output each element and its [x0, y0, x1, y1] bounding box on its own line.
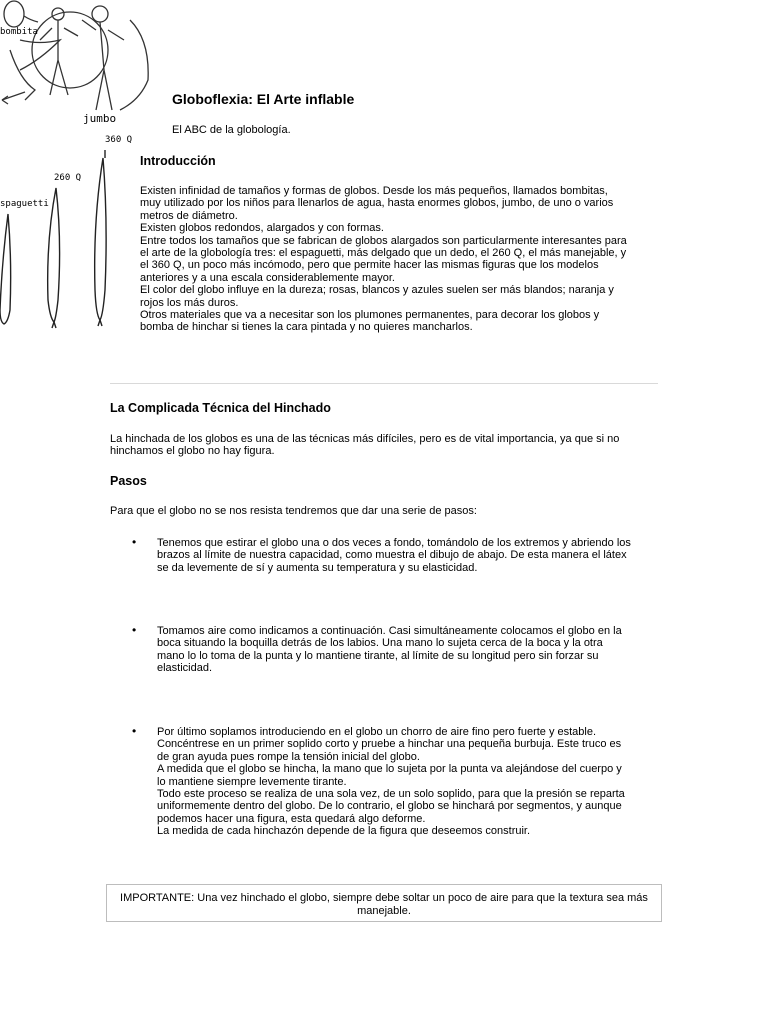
intro-line: El color del globo influye en la dureza; rosas, blancos y azules suelen ser más blandos; naranja y	[140, 284, 614, 297]
step-2	[157, 625, 658, 675]
important-note: IMPORTANTE: Una vez hinchado el globo, siempre debe soltar un poco de aire para que la textura sea más manejable.	[106, 884, 662, 922]
section2-heading: La Complicada Técnica del Hinchado	[110, 401, 331, 415]
intro-heading: Introducción	[140, 154, 216, 168]
pasos-heading: Pasos	[110, 474, 147, 488]
bullet-dot: •	[132, 724, 137, 738]
intro-line: Otros materiales que va a necesitar son los plumones permanentes, para decorar los globos y	[140, 309, 600, 322]
label-360q: 360 Q	[105, 135, 133, 145]
section2-line: La hinchada de los globos es una de las técnicas más difíciles, pero es de vital importancia, ya que si no	[110, 433, 620, 445]
intro-line: bomba de hinchar si tienes la cara pintada y no quieres mancharlos.	[140, 321, 473, 334]
step-line: brazos al límite de nuestra capacidad, como muestra el dibujo de abajo. De esta manera el látex	[157, 549, 627, 562]
label-jumbo: jumbo	[83, 112, 117, 125]
intro-line: Entre todos los tamaños que se fabrican de globos alargados son particularmente interesantes para	[140, 234, 627, 247]
step-3	[157, 726, 658, 838]
long-balloons-illustration	[0, 140, 125, 340]
step-line: se da levemente de sí y aumenta su temperatura y su elasticidad.	[157, 561, 478, 574]
step-line: boca situando la boquilla detrás de los labios. Una mano lo sujeta cerca de la boca y la otra	[157, 637, 603, 650]
step-1	[157, 537, 658, 574]
step-line: Tomamos aire como indicamos a continuación. Casi simultáneamente colocamos el globo en la	[157, 625, 622, 637]
step-line: Concéntrese en un primer soplido corto y pruebe a hinchar una pequeña burbuja. Este truco es	[157, 738, 622, 751]
label-spaguetti: spaguetti	[0, 199, 49, 209]
step-line: elasticidad.	[157, 662, 213, 675]
label-bombita: bombita	[0, 27, 38, 37]
pasos-intro: Para que el globo no se nos resista tendremos que dar una serie de pasos:	[110, 505, 477, 517]
step-line: Todo este proceso se realiza de una sola vez, de un solo soplido, para que la presión se reparta	[157, 788, 625, 801]
step-line: La medida de cada hinchazón depende de la figura que deseemos construir.	[157, 825, 531, 838]
section2-line: hinchamos el globo no hay figura.	[110, 445, 275, 458]
step-line: podemos hacer una figura, esta quedará algo deforme.	[157, 812, 426, 825]
section-divider	[110, 383, 658, 384]
intro-paragraph	[140, 185, 658, 334]
intro-line: metros de diámetro.	[140, 209, 238, 222]
step-line: A medida que el globo se hincha, la mano que lo sujeta por la punta va alejándose del cuerpo y	[157, 763, 622, 776]
step-line: uniformemente dentro del globo. De lo contrario, el globo se hinchará por segmentos, y aunque	[157, 800, 622, 813]
bullet-dot: •	[132, 535, 137, 549]
step-line: lo mantiene siempre levemente tirante.	[157, 775, 347, 788]
bullet-dot: •	[132, 623, 137, 637]
label-260q: 260 Q	[54, 173, 82, 183]
intro-line: Existen globos redondos, alargados y con formas.	[140, 222, 384, 235]
intro-line: anteriores y a una escala considerablemente mayor.	[140, 271, 395, 284]
section2-paragraph	[110, 433, 658, 458]
step-line: Por último soplamos introduciendo en el globo un chorro de aire fino pero fuerte y estable.	[157, 726, 597, 738]
intro-line: el 360 Q, un poco más incómodo, pero que permite hacer las mismas figuras que los modelos	[140, 259, 599, 272]
step-line: de gran ayuda pues rompe la tensión inicial del globo.	[157, 750, 420, 763]
step-line: Tenemos que estirar el globo una o dos veces a fondo, tomándolo de los extremos y abriendo los	[157, 537, 631, 549]
globe-sizes-illustration	[0, 0, 160, 130]
intro-line: el arte de la globología tres: el espaguetti, más delgado que un dedo, el 260 Q, el más manejable, y	[140, 247, 627, 260]
document-subtitle: El ABC de la globología.	[172, 124, 291, 136]
intro-line: muy utilizado por los niños para llenarlos de agua, hasta enormes globos, jumbo, de uno o varios	[140, 197, 614, 210]
intro-line: rojos los más duros.	[140, 296, 239, 309]
document-title: Globoflexia: El Arte inflable	[172, 91, 355, 107]
step-line: mano lo lo toma de la punta y lo mantiene tirante, al límite de su longitud pero sin forzar su	[157, 649, 599, 662]
intro-line: Existen infinidad de tamaños y formas de globos. Desde los más pequeños, llamados bombitas,	[140, 185, 608, 197]
